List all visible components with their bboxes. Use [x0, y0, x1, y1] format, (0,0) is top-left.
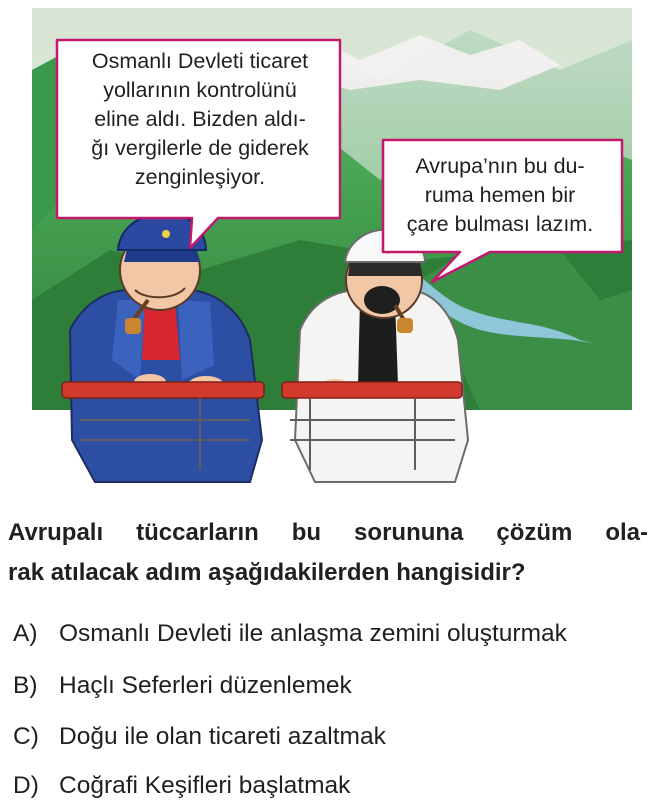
bubble-line: eline aldı. Bizden aldı- [94, 107, 306, 131]
bubble-line: ğı vergilerle de giderek [91, 136, 309, 160]
left-speech-bubble-text [60, 47, 340, 192]
option-text: Doğu ile olan ticareti azaltmak [59, 723, 386, 750]
option-b[interactable] [13, 672, 352, 700]
bubble-line: yollarının kontrolünü [103, 78, 297, 102]
bubble-line: Osmanlı Devleti ticaret [91, 49, 309, 73]
option-text: Coğrafi Keşifleri başlatmak [59, 772, 351, 799]
option-c[interactable] [13, 723, 386, 751]
option-letter: C) [13, 723, 39, 750]
question-line: Avrupalı tüccarların bu sorununa çözüm ola- [8, 519, 648, 546]
bubble-line: ruma hemen bir [424, 183, 576, 207]
option-d[interactable] [13, 772, 350, 800]
option-text: Osmanlı Devleti ile anlaşma zemini oluşturmak [59, 620, 567, 647]
option-letter: A) [13, 620, 38, 647]
bubble-line: zenginleşiyor. [134, 165, 266, 189]
option-letter: B) [13, 672, 38, 699]
right-speech-bubble-text [386, 152, 614, 239]
question-line: rak atılacak adım aşağıdakilerden hangisidir? [8, 559, 526, 586]
option-a[interactable] [13, 620, 567, 648]
option-text: Haçlı Seferleri düzenlemek [59, 672, 352, 699]
option-letter: D) [13, 772, 39, 799]
bubble-line: Avrupa’nın bu du- [415, 154, 585, 178]
question-text [8, 513, 648, 593]
bubble-line: çare bulması lazım. [406, 212, 594, 236]
